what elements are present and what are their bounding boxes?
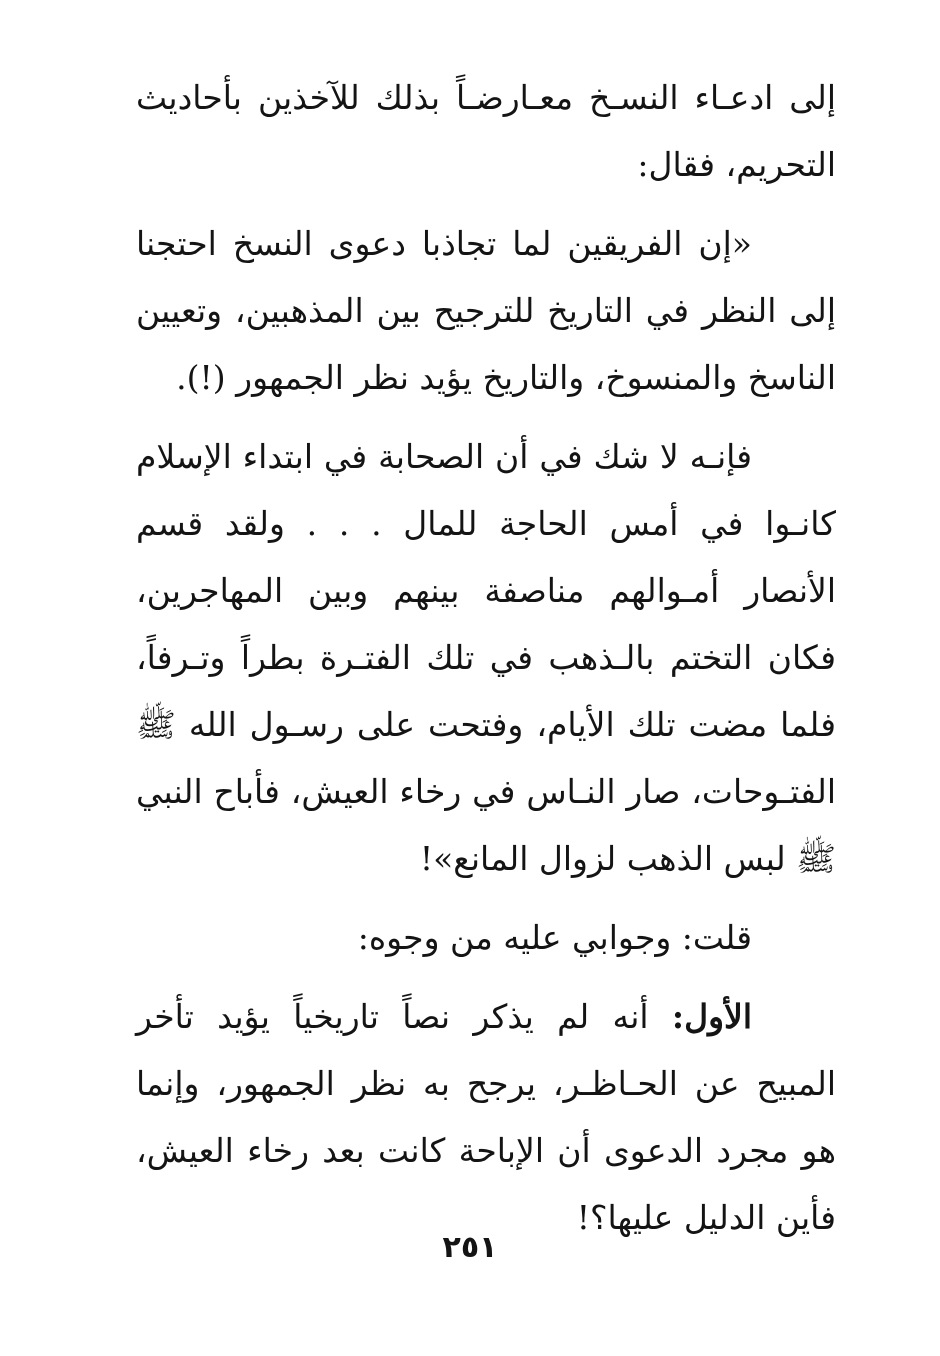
paragraph-first-point [136,983,836,1251]
paragraph-quote-start [136,210,836,411]
paragraph-text: إلى ادعـاء النسـخ معـارضـاً بذلك للآخذين بأحاديث التحريم، فقال: [136,78,836,184]
paragraph-continuation [136,64,836,198]
page-body [136,64,836,1251]
point-label: الأول: [671,997,752,1036]
paragraph-text: أنه لم يذكر نصاً تاريخياً يؤيد تأخر المبيح عن الحـاظـر، يرجح به نظر الجمهور، وإنما هو مجرد الدعوى أن الإباحة كانت بعد رخاء العيش، فأين الدليل عليها؟! [136,997,836,1237]
paragraph-text: قلت: وجوابي عليه من وجوه: [357,918,752,957]
page-number: ٢٥١ [442,1230,498,1265]
paragraph-quote-continued [136,423,836,892]
paragraph-text: «إن الفريقين لما تجاذبا دعوى النسخ احتجنا إلى النظر في التاريخ للترجيح بين المذهبين، وتعيين الناسخ والمنسوخ، والتاريخ يؤيد نظر الجمهور (!). [136,224,836,397]
paragraph-reply-intro [136,904,836,971]
paragraph-text: فإنـه لا شك في أن الصحابة في ابتداء الإسلام كانـوا في أمس الحاجة للمال . . . ولقد قسم الأنصار أمـوالهم مناصفة بينهم وبين المهاجرين، فكان التختم بالـذهب في تلك الفتـرة بطراً وتـرفاً، فلما مضت تلك الأيام، وفتحت على رسـول الله ﷺ الفتـوحات، صار النـاس في رخاء العيش، فأباح النبي ﷺ لبس الذهب لزوال المانع»! [136,437,836,878]
